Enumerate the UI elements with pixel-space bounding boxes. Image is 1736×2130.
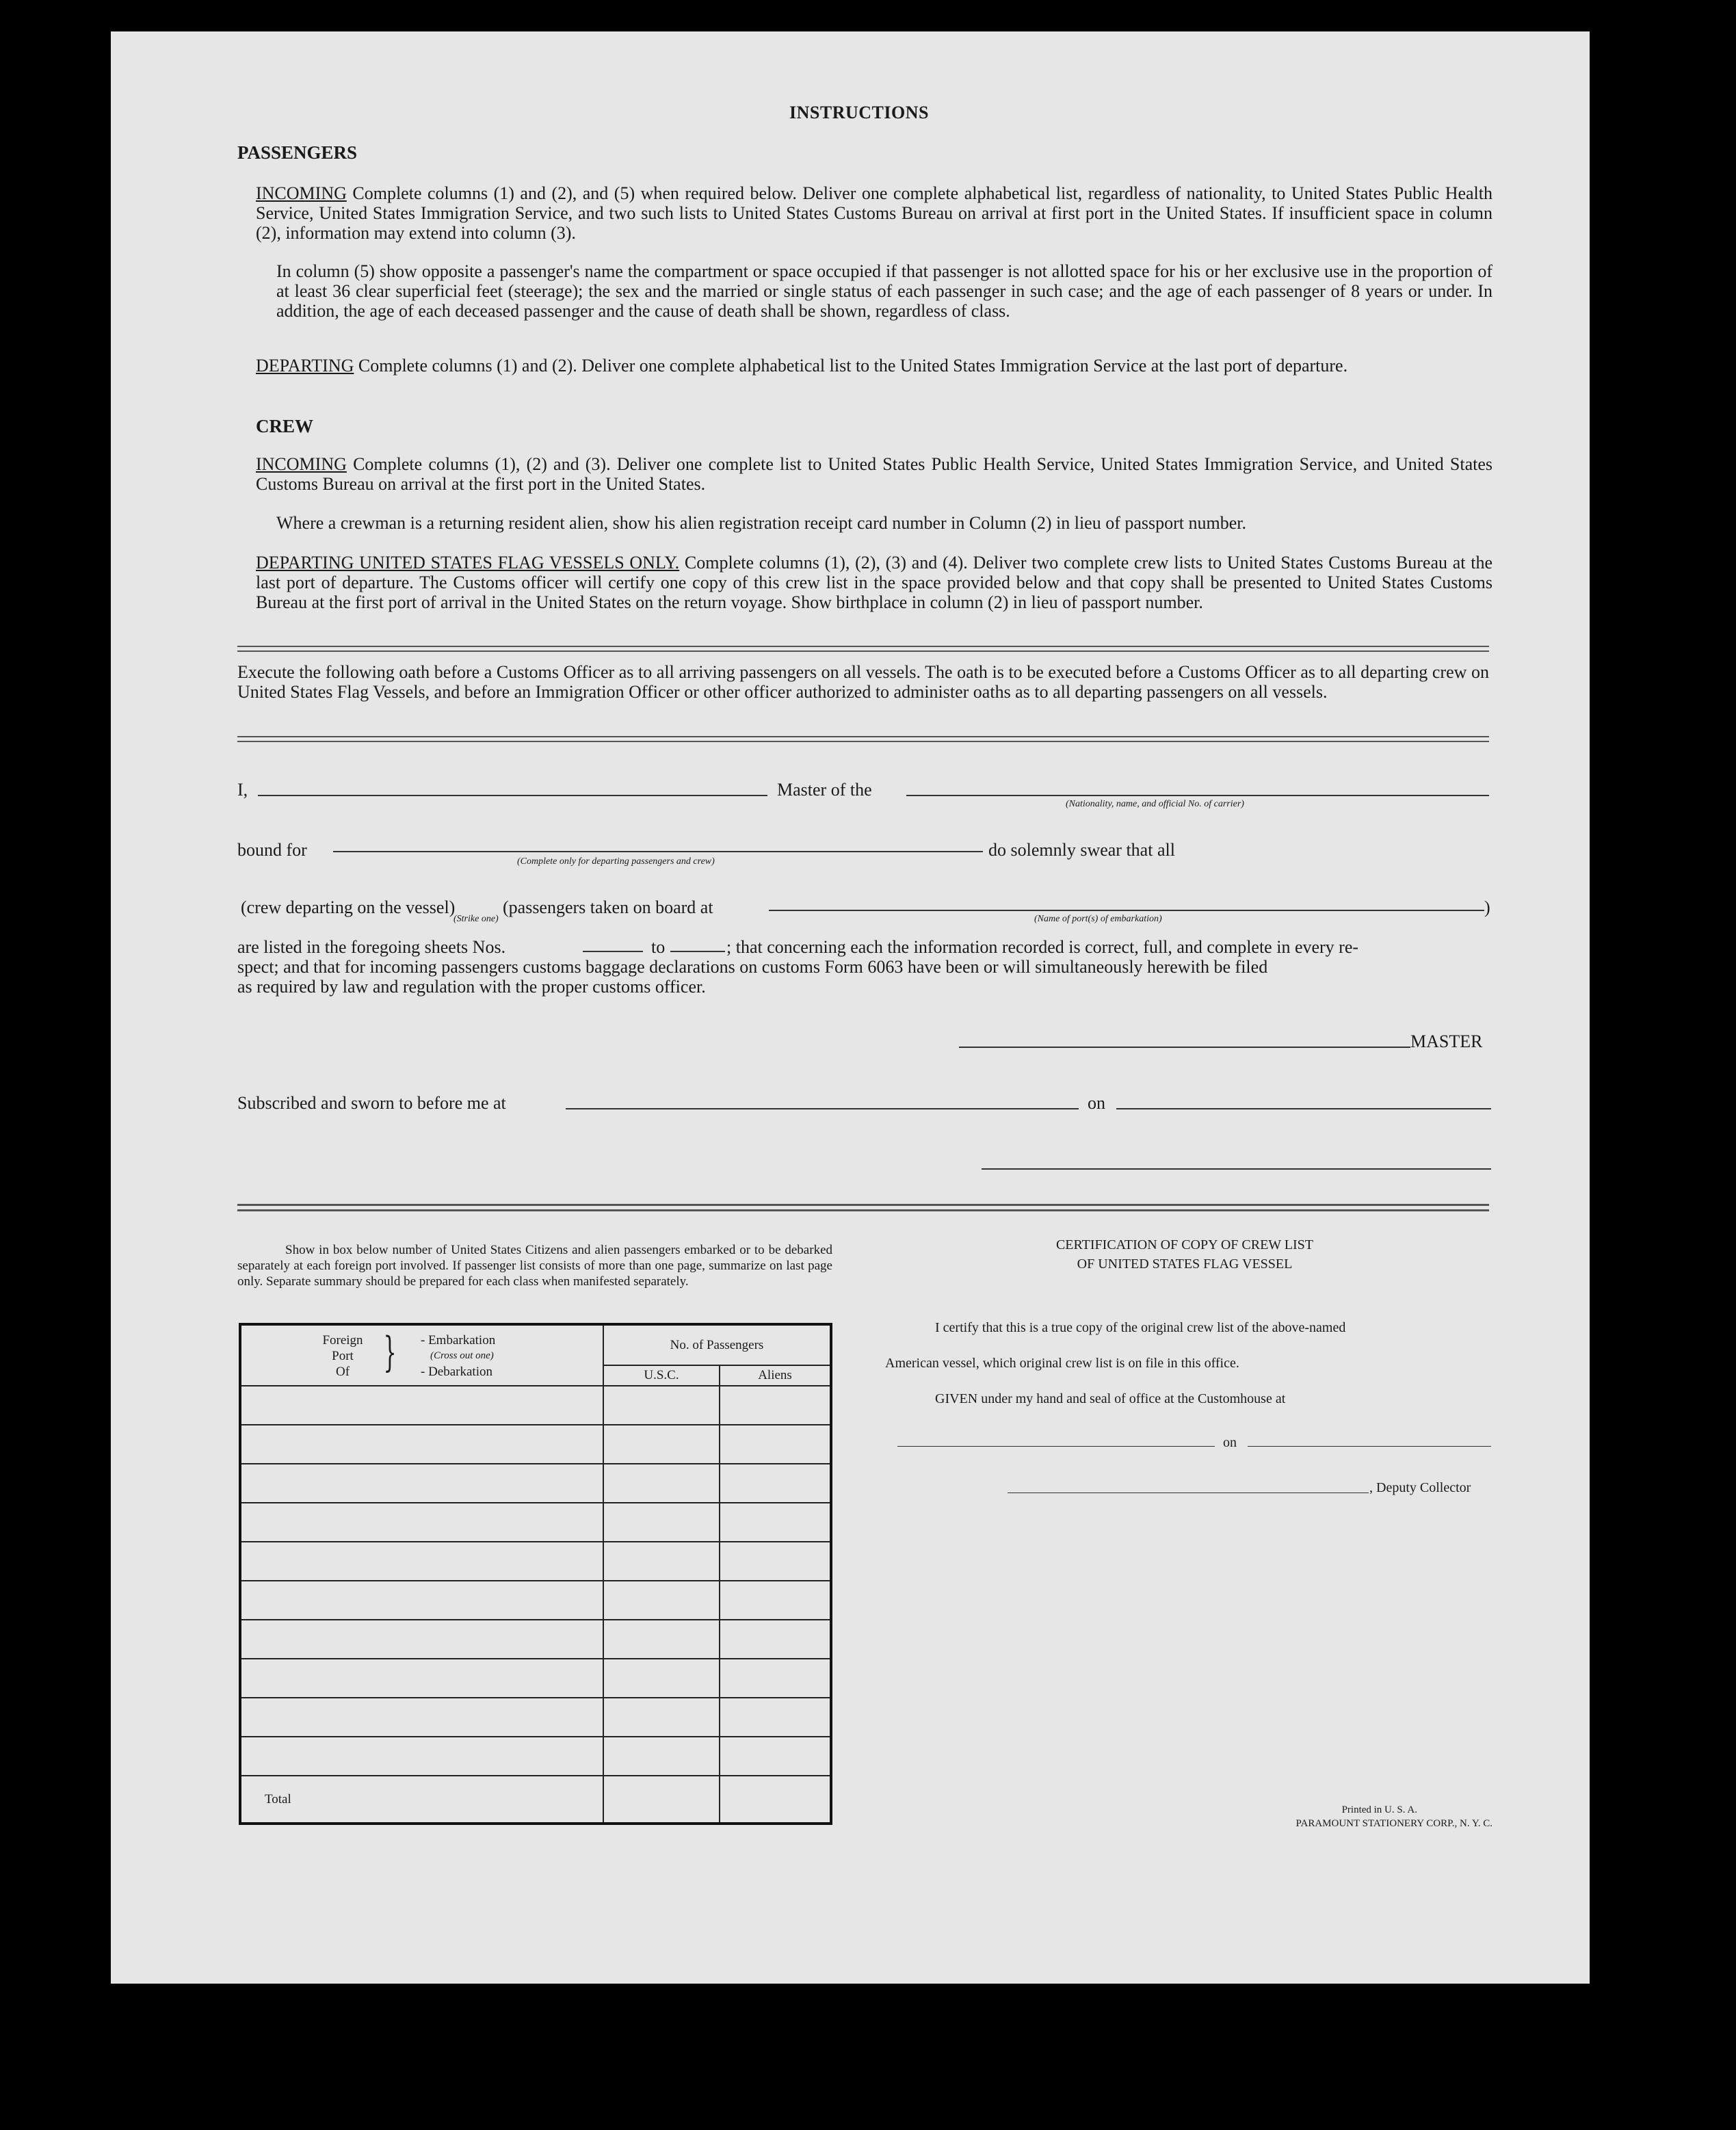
ports-caption: (Name of port(s) of embarkation) <box>1034 914 1162 924</box>
port-cell[interactable] <box>240 1737 603 1776</box>
brace-icon: } <box>383 1328 397 1376</box>
usc-total-cell[interactable] <box>603 1776 720 1824</box>
port-cell[interactable] <box>240 1464 603 1503</box>
embarkation-option[interactable]: - Embarkation <box>421 1333 496 1347</box>
strike-one-caption: (Strike one) <box>453 914 499 924</box>
listed-to: to <box>651 937 666 957</box>
crew-departing-text: Complete columns (1), (2), (3) and (4). Deliver two complete crew lists to United States Customs Bureau at the last port of departure. The Customs officer will certify one copy of this crew list in the space provided below and that copy shall be presented to United States Customs Bureau at the first port of arrival in the United States on the return voyage. Show birthplace in column (2) in lieu of passport number. <box>256 553 1493 612</box>
sheet-from-line[interactable] <box>583 951 643 952</box>
aliens-cell[interactable] <box>720 1503 831 1542</box>
master-of-the: Master of the <box>777 780 872 800</box>
crew-incoming-text: Complete columns (1), (2) and (3). Deliver one complete list to United States Public Health Service, United States Immigration Service, and United States Customs Bureau on arrival at the first port in the United States. <box>256 454 1492 494</box>
deputy-collector-label: , Deputy Collector <box>1369 1480 1471 1495</box>
certify-text: I certify that this is a true copy of the original crew list of the above-named <box>935 1320 1346 1335</box>
usc-cell[interactable] <box>603 1581 720 1620</box>
given-text: GIVEN under my hand and seal of office at the Customhouse at <box>935 1391 1286 1406</box>
ports-line[interactable] <box>769 910 1484 911</box>
passengers-incoming <box>256 183 1492 243</box>
cert-date-line[interactable] <box>1248 1446 1491 1447</box>
usc-cell[interactable] <box>603 1464 720 1503</box>
departing-text: Complete columns (1) and (2). Deliver one complete alphabetical list to the United States Immigration Service at the last port of departure. <box>358 356 1348 376</box>
divider <box>237 736 1489 737</box>
master-signature-line[interactable] <box>959 1047 1410 1048</box>
american-vessel-text: American vessel, which original crew list is on file in this office. <box>885 1356 1239 1371</box>
aliens-total-cell[interactable] <box>720 1776 831 1824</box>
carrier-line[interactable] <box>906 795 1489 796</box>
carrier-caption: (Nationality, name, and official No. of carrier) <box>1066 799 1244 809</box>
master-label: MASTER <box>1410 1031 1483 1051</box>
sworn-date-line[interactable] <box>1116 1108 1491 1109</box>
port-header <box>240 1324 603 1386</box>
crew-departing <box>256 553 1492 612</box>
aliens-header: Aliens <box>720 1365 831 1386</box>
oath-line-3: as required by law and regulation with the proper customs officer. <box>237 977 706 997</box>
total-label: Total <box>240 1776 603 1824</box>
swear-text: do solemnly swear that all <box>988 840 1175 860</box>
aliens-cell[interactable] <box>720 1659 831 1698</box>
subscribed-label: Subscribed and sworn to before me at <box>237 1093 506 1113</box>
aliens-cell[interactable] <box>720 1620 831 1659</box>
passenger-summary-table <box>239 1323 832 1825</box>
crew-heading: CREW <box>256 416 314 436</box>
incoming-label: INCOMING <box>256 183 347 203</box>
foreign-port-of: Foreign Port Of <box>322 1333 363 1379</box>
bound-for-label: bound for <box>237 840 307 860</box>
listed-line <box>237 937 505 957</box>
aliens-cell[interactable] <box>720 1698 831 1737</box>
aliens-cell[interactable] <box>720 1737 831 1776</box>
usc-header: U.S.C. <box>603 1365 720 1386</box>
divider <box>237 646 1489 647</box>
passengers-taken-option: (passengers taken on board at <box>503 897 713 917</box>
debarkation-option[interactable]: - Debarkation <box>421 1365 492 1379</box>
port-cell[interactable] <box>240 1542 603 1581</box>
customhouse-line[interactable] <box>897 1446 1215 1447</box>
oath-intro: Execute the following oath before a Customs Officer as to all arriving passengers on all vessels. The oath is to be executed before a Customs Officer as to all departing crew on United States Flag Vessels, and before an Immigration Officer or other officer authorized to administer oaths as to all departing passengers on all vessels. <box>237 662 1489 702</box>
crew-departing-option: (crew departing on the vessel) <box>241 897 456 917</box>
port-cell[interactable] <box>240 1620 603 1659</box>
port-cell[interactable] <box>240 1386 603 1425</box>
page-title: INSTRUCTIONS <box>789 103 929 122</box>
form-page <box>111 31 1590 1984</box>
sworn-place-line[interactable] <box>566 1108 1079 1109</box>
no-passengers-header: No. of Passengers <box>603 1324 831 1365</box>
i-label: I, <box>237 780 248 800</box>
divider <box>237 1204 1489 1206</box>
usc-cell[interactable] <box>603 1659 720 1698</box>
port-cell[interactable] <box>240 1581 603 1620</box>
column5-text: In column (5) show opposite a passenger's name the compartment or space occupied if that passenger is not allotted space for his or her exclusive use in the proportion of at least 36 clear superficial feet (steerage); the sex and the married or single status of each passenger in such case; and the age of each passenger of 8 years or under. In addition, the age of each deceased passenger and the cause of death shall be shown, regardless of class. <box>276 261 1492 321</box>
crew-departing-label: DEPARTING UNITED STATES FLAG VESSELS ONLY. <box>256 553 680 573</box>
port-cell[interactable] <box>240 1659 603 1698</box>
passengers-heading: PASSENGERS <box>237 142 358 163</box>
bound-for-line[interactable] <box>333 851 983 852</box>
aliens-cell[interactable] <box>720 1464 831 1503</box>
sworn-on-label: on <box>1088 1093 1105 1113</box>
divider <box>237 1209 1489 1211</box>
listed-rest: ; that concerning each the information recorded is correct, full, and complete in every re- <box>726 937 1359 957</box>
aliens-cell[interactable] <box>720 1542 831 1581</box>
port-cell[interactable] <box>240 1503 603 1542</box>
divider <box>237 650 1489 652</box>
port-cell[interactable] <box>240 1698 603 1737</box>
crew-incoming-label: INCOMING <box>256 454 347 474</box>
aliens-cell[interactable] <box>720 1425 831 1464</box>
oath-line-2: spect; and that for incoming passengers customs baggage declarations on customs Form 6063 have been or will simultaneously herewith be filed <box>237 957 1268 977</box>
usc-cell[interactable] <box>603 1620 720 1659</box>
port-cell[interactable] <box>240 1425 603 1464</box>
crewman-text: Where a crewman is a returning resident alien, show his alien registration receipt card number in Column (2) in lieu of passport number. <box>276 513 1247 533</box>
certification-title: CERTIFICATION OF COPY OF CREW LIST OF UNITED STATES FLAG VESSEL <box>1055 1237 1314 1272</box>
usc-cell[interactable] <box>603 1542 720 1581</box>
departing-label: DEPARTING <box>256 356 354 376</box>
officer-signature-line[interactable] <box>982 1168 1491 1170</box>
embark-options <box>421 1332 495 1380</box>
sheet-to-line[interactable] <box>670 951 725 952</box>
passengers-departing <box>256 356 1492 376</box>
aliens-cell[interactable] <box>720 1386 831 1425</box>
usc-cell[interactable] <box>603 1698 720 1737</box>
summary-instruction: Show in box below number of United States Citizens and alien passengers embarked or to be debarked separately at each foreign port involved. If passenger list consists of more than one page, summarize on last page only. Separate summary should be prepared for each class when manifested separately. <box>237 1243 832 1289</box>
cross-out-note: (Cross out one) <box>430 1350 494 1361</box>
close-paren: ) <box>1484 897 1490 917</box>
printer-mark: Printed in U. S. A. PARAMOUNT STATIONERY CORP., N. Y. C. <box>1296 1804 1492 1829</box>
usc-cell[interactable] <box>603 1737 720 1776</box>
bound-caption: (Complete only for departing passengers and crew) <box>517 856 715 867</box>
crew-incoming <box>256 454 1492 494</box>
master-name-line[interactable] <box>258 795 767 796</box>
aliens-cell[interactable] <box>720 1581 831 1620</box>
divider <box>237 741 1489 742</box>
usc-cell[interactable] <box>603 1503 720 1542</box>
usc-cell[interactable] <box>603 1425 720 1464</box>
cert-on-label: on <box>1223 1435 1237 1450</box>
listed-text: are listed in the foregoing sheets Nos. <box>237 937 506 957</box>
incoming-text: Complete columns (1) and (2), and (5) when required below. Deliver one complete alphabetical list, regardless of nationality, to United States Public Health Service, United States Immigration Service, and two such lists to United States Customs Bureau on arrival at first port in the United States. If insufficient space in column (2), information may extend into column (3). <box>256 183 1492 243</box>
usc-cell[interactable] <box>603 1386 720 1425</box>
